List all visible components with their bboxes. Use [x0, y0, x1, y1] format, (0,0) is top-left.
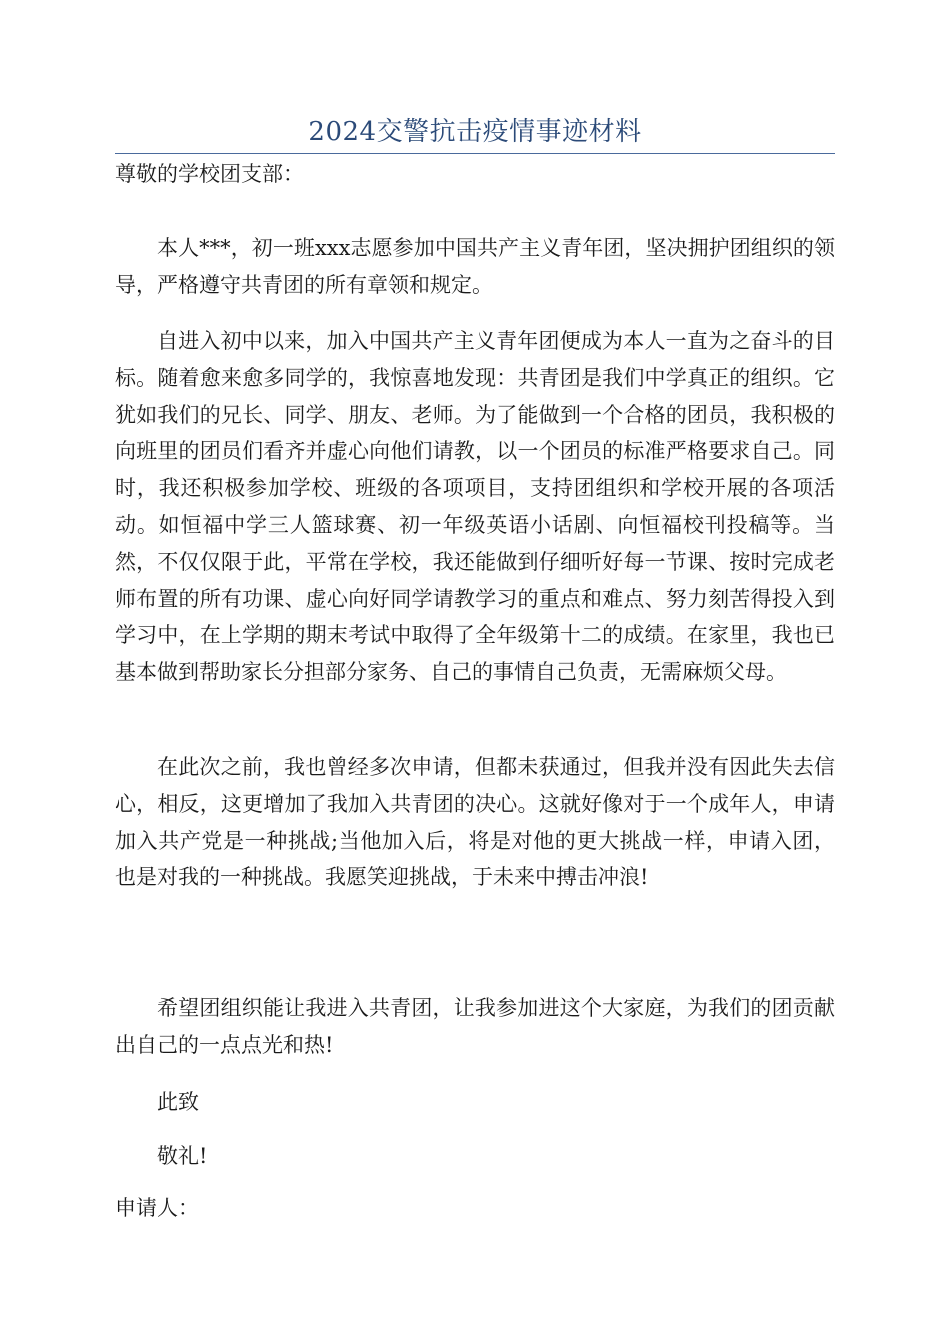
- signer-label: 申请人：: [115, 1196, 199, 1220]
- title-underline: [115, 153, 835, 154]
- closing-line-2: 敬礼!: [157, 1144, 208, 1168]
- paragraph-1: 本人***，初一班xxx志愿参加中国共产主义青年团，坚决拥护团组织的领导，严格遵守共青团的所有章领和规定。: [115, 236, 835, 297]
- document-title: 2024交警抗击疫情事迹材料: [308, 117, 642, 147]
- paragraph-2: 自进入初中以来，加入中国共产主义青年团便成为本人一直为之奋斗的目标。随着愈来愈多同学的，我惊喜地发现：共青团是我们中学真正的组织。它犹如我们的兄长、同学、朋友、老师。为了能做到一个合格的团员，我积极的向班里的团员们看齐并虚心向他们请教，以一个团员的标准严格要求自己。同时，我还积极参加学校、班级的各项项目，支持团组织和学校开展的各项活动。如恒福中学三人篮球赛、初一年级英语小话剧、向恒福校刊投稿等。当然，不仅仅限于此，平常在学校，我还能做到仔细听好每一节课、按时完成老师布置的所有功课、虚心向好同学请教学习的重点和难点、努力刻苦得投入到学习中，在上学期的期末考试中取得了全年级第十二的成绩。在家里，我也已基本做到帮助家长分担部分家务、自己的事情自己负责，无需麻烦父母。: [115, 329, 835, 685]
- paragraph-4: 希望团组织能让我进入共青团，让我参加进这个大家庭，为我们的团贡献出自己的一点点光和热!: [115, 996, 835, 1057]
- closing-line-1: 此致: [157, 1090, 199, 1114]
- salutation: 尊敬的学校团支部：: [115, 162, 304, 186]
- paragraph-3: 在此次之前，我也曾经多次申请，但都未获通过，但我并没有因此失去信心，相反，这更增加了我加入共青团的决心。这就好像对于一个成年人，申请加入共产党是一种挑战;当他加入后，将是对他的更大挑战一样，申请入团，也是对我的一种挑战。我愿笑迎挑战，于未来中搏击冲浪!: [115, 755, 835, 890]
